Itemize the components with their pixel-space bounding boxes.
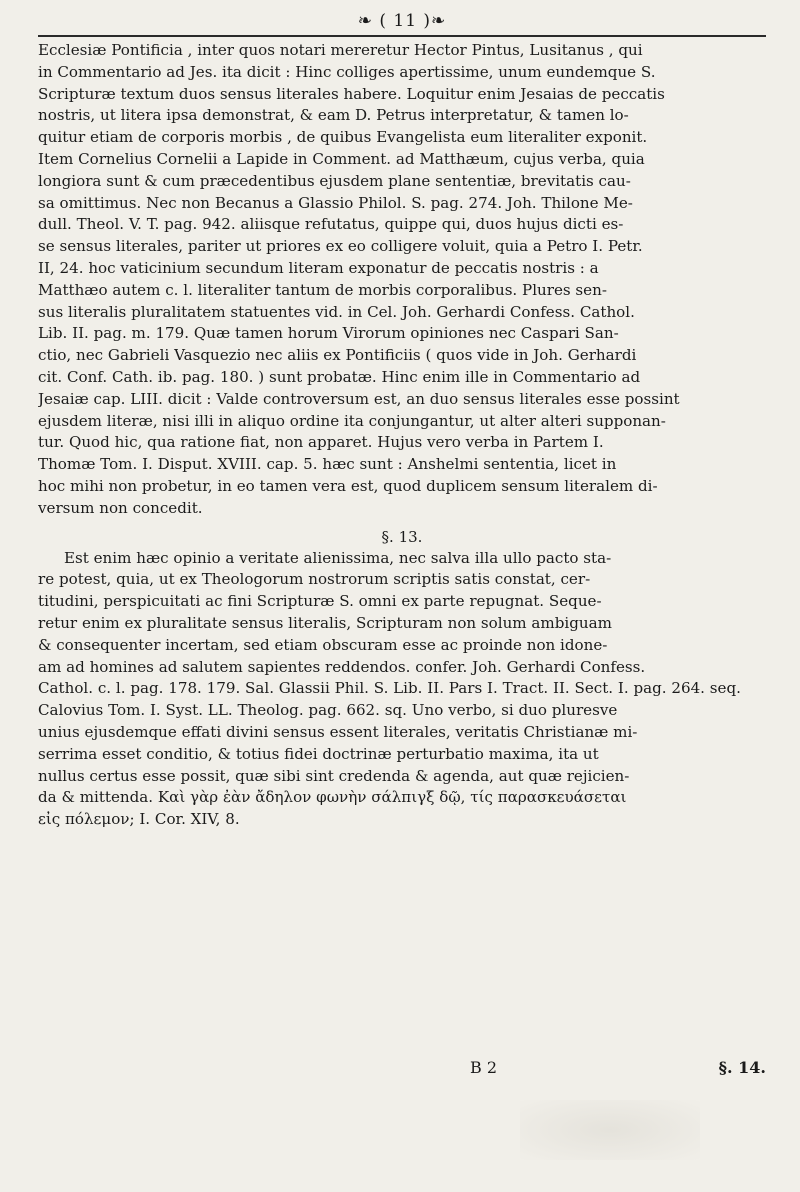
text-line: Est enim hæc opinio a veritate alienissima, nec salva illa ullo pacto sta-: [64, 548, 612, 567]
text-line: dull. Theol. V. T. pag. 942. aliisque refutatus, quippe qui, duos hujus dicti es-: [38, 215, 624, 234]
text-line: quitur etiam de corporis morbis , de quibus Evangelista eum literaliter exponit.: [38, 128, 648, 147]
signature-mark: B 2: [470, 1058, 498, 1077]
paragraph-2: [38, 548, 766, 831]
text-line: tur. Quod hic, qua ratione fiat, non apparet. Hujus vero verba in Partem I.: [38, 433, 604, 452]
text-line: da & mittenda. Καὶ γὰρ ἐὰν ἄδηλον φωνὴν σάλπιγξ δῷ, τίς παρασκευάσεται: [38, 788, 627, 807]
paragraph-1: [38, 40, 766, 520]
text-line: Thomæ Tom. I. Disput. XVIII. cap. 5. hæc sunt : Anshelmi sententia, licet in: [38, 455, 617, 474]
text-line: cit. Conf. Cath. ib. pag. 180. ) sunt probatæ. Hinc enim ille in Commentario ad: [38, 367, 641, 386]
page-number: ❧ ( 11 )❧: [357, 11, 447, 31]
catchword: §. 14.: [718, 1058, 766, 1077]
text-line: Cathol. c. l. pag. 178. 179. Sal. Glassii Phil. S. Lib. II. Pars I. Tract. II. Sect. I. pag. 264. seq.: [38, 679, 741, 698]
text-line: Lib. II. pag. m. 179. Quæ tamen horum Virorum opiniones nec Caspari San-: [38, 324, 619, 343]
text-line: nostris, ut litera ipsa demonstrat, & eam D. Petrus interpretatur, & tamen lo-: [38, 106, 629, 125]
text-line: sa omittimus. Nec non Becanus a Glassio Philol. S. pag. 274. Joh. Thilone Me-: [38, 193, 633, 212]
text-line: sus literalis pluralitatem statuentes vid. in Cel. Joh. Gerhardi Confess. Cathol.: [38, 302, 635, 321]
text-line: Matthæo autem c. l. literaliter tantum de morbis corporalibus. Plures sen-: [38, 280, 607, 299]
text-line: nullus certus esse possit, quæ sibi sint credenda & agenda, aut quæ rejicien-: [38, 766, 630, 785]
text-line: am ad homines ad salutem sapientes reddendos. confer. Joh. Gerhardi Confess.: [38, 657, 646, 676]
text-line: longiora sunt & cum præcedentibus ejusdem plane sententiæ, brevitatis cau-: [38, 171, 631, 190]
text-line: retur enim ex pluralitate sensus literalis, Scripturam non solum ambiguam: [38, 613, 612, 632]
text-line: Scripturæ textum duos sensus literales habere. Loquitur enim Jesaias de peccatis: [38, 84, 665, 103]
text-line: Calovius Tom. I. Syst. LL. Theolog. pag. 662. sq. Uno verbo, si duo pluresve: [38, 701, 618, 720]
text-line: in Commentario ad Jes. ita dicit : Hinc colliges apertissime, unum eundemque S.: [38, 62, 656, 81]
section-heading: §. 13.: [381, 527, 423, 546]
text-line: ejusdem literæ, nisi illi in aliquo ordine ita conjungantur, ut alter alteri supponan-: [38, 411, 666, 430]
text-line: versum non concedit.: [38, 498, 203, 517]
text-line: serrima esset conditio, & totius fidei doctrinæ perturbatio maxima, ita ut: [38, 744, 599, 763]
header-rule: [38, 35, 766, 37]
text-line: εἰς πόλεμον; I. Cor. XIV, 8.: [38, 810, 240, 829]
text-line: re potest, quia, ut ex Theologorum nostrorum scriptis satis constat, cer-: [38, 570, 591, 589]
page-footer: [38, 1058, 766, 1088]
text-line: & consequenter incertam, sed etiam obscuram esse ac proinde non idone-: [38, 635, 608, 654]
text-line: Item Cornelius Cornelii a Lapide in Comment. ad Matthæum, cujus verba, quia: [38, 149, 645, 168]
text-line: Jesaiæ cap. LIII. dicit : Valde controversum est, an duo sensus literales esse possint: [38, 389, 680, 408]
text-line: II, 24. hoc vaticinium secundum literam exponatur de peccatis nostris : a: [38, 258, 599, 277]
text-line: Ecclesiæ Pontificia , inter quos notari mereretur Hector Pintus, Lusitanus , qui: [38, 41, 643, 59]
text-line: titudini, perspicuitati ac fini Scripturæ S. omni ex parte repugnat. Seque-: [38, 592, 602, 611]
paper-stain: [520, 1100, 700, 1160]
text-line: se sensus literales, pariter ut priores ex eo colligere voluit, quia a Petro I. Petr.: [38, 237, 643, 256]
text-line: unius ejusdemque effati divini sensus essent literales, veritatis Christianæ mi-: [38, 722, 638, 741]
text-line: hoc mihi non probetur, in eo tamen vera est, quod duplicem sensum literalem di-: [38, 476, 658, 495]
text-line: ctio, nec Gabrieli Vasquezio nec aliis ex Pontificiis ( quos vide in Joh. Gerhardi: [38, 346, 637, 365]
